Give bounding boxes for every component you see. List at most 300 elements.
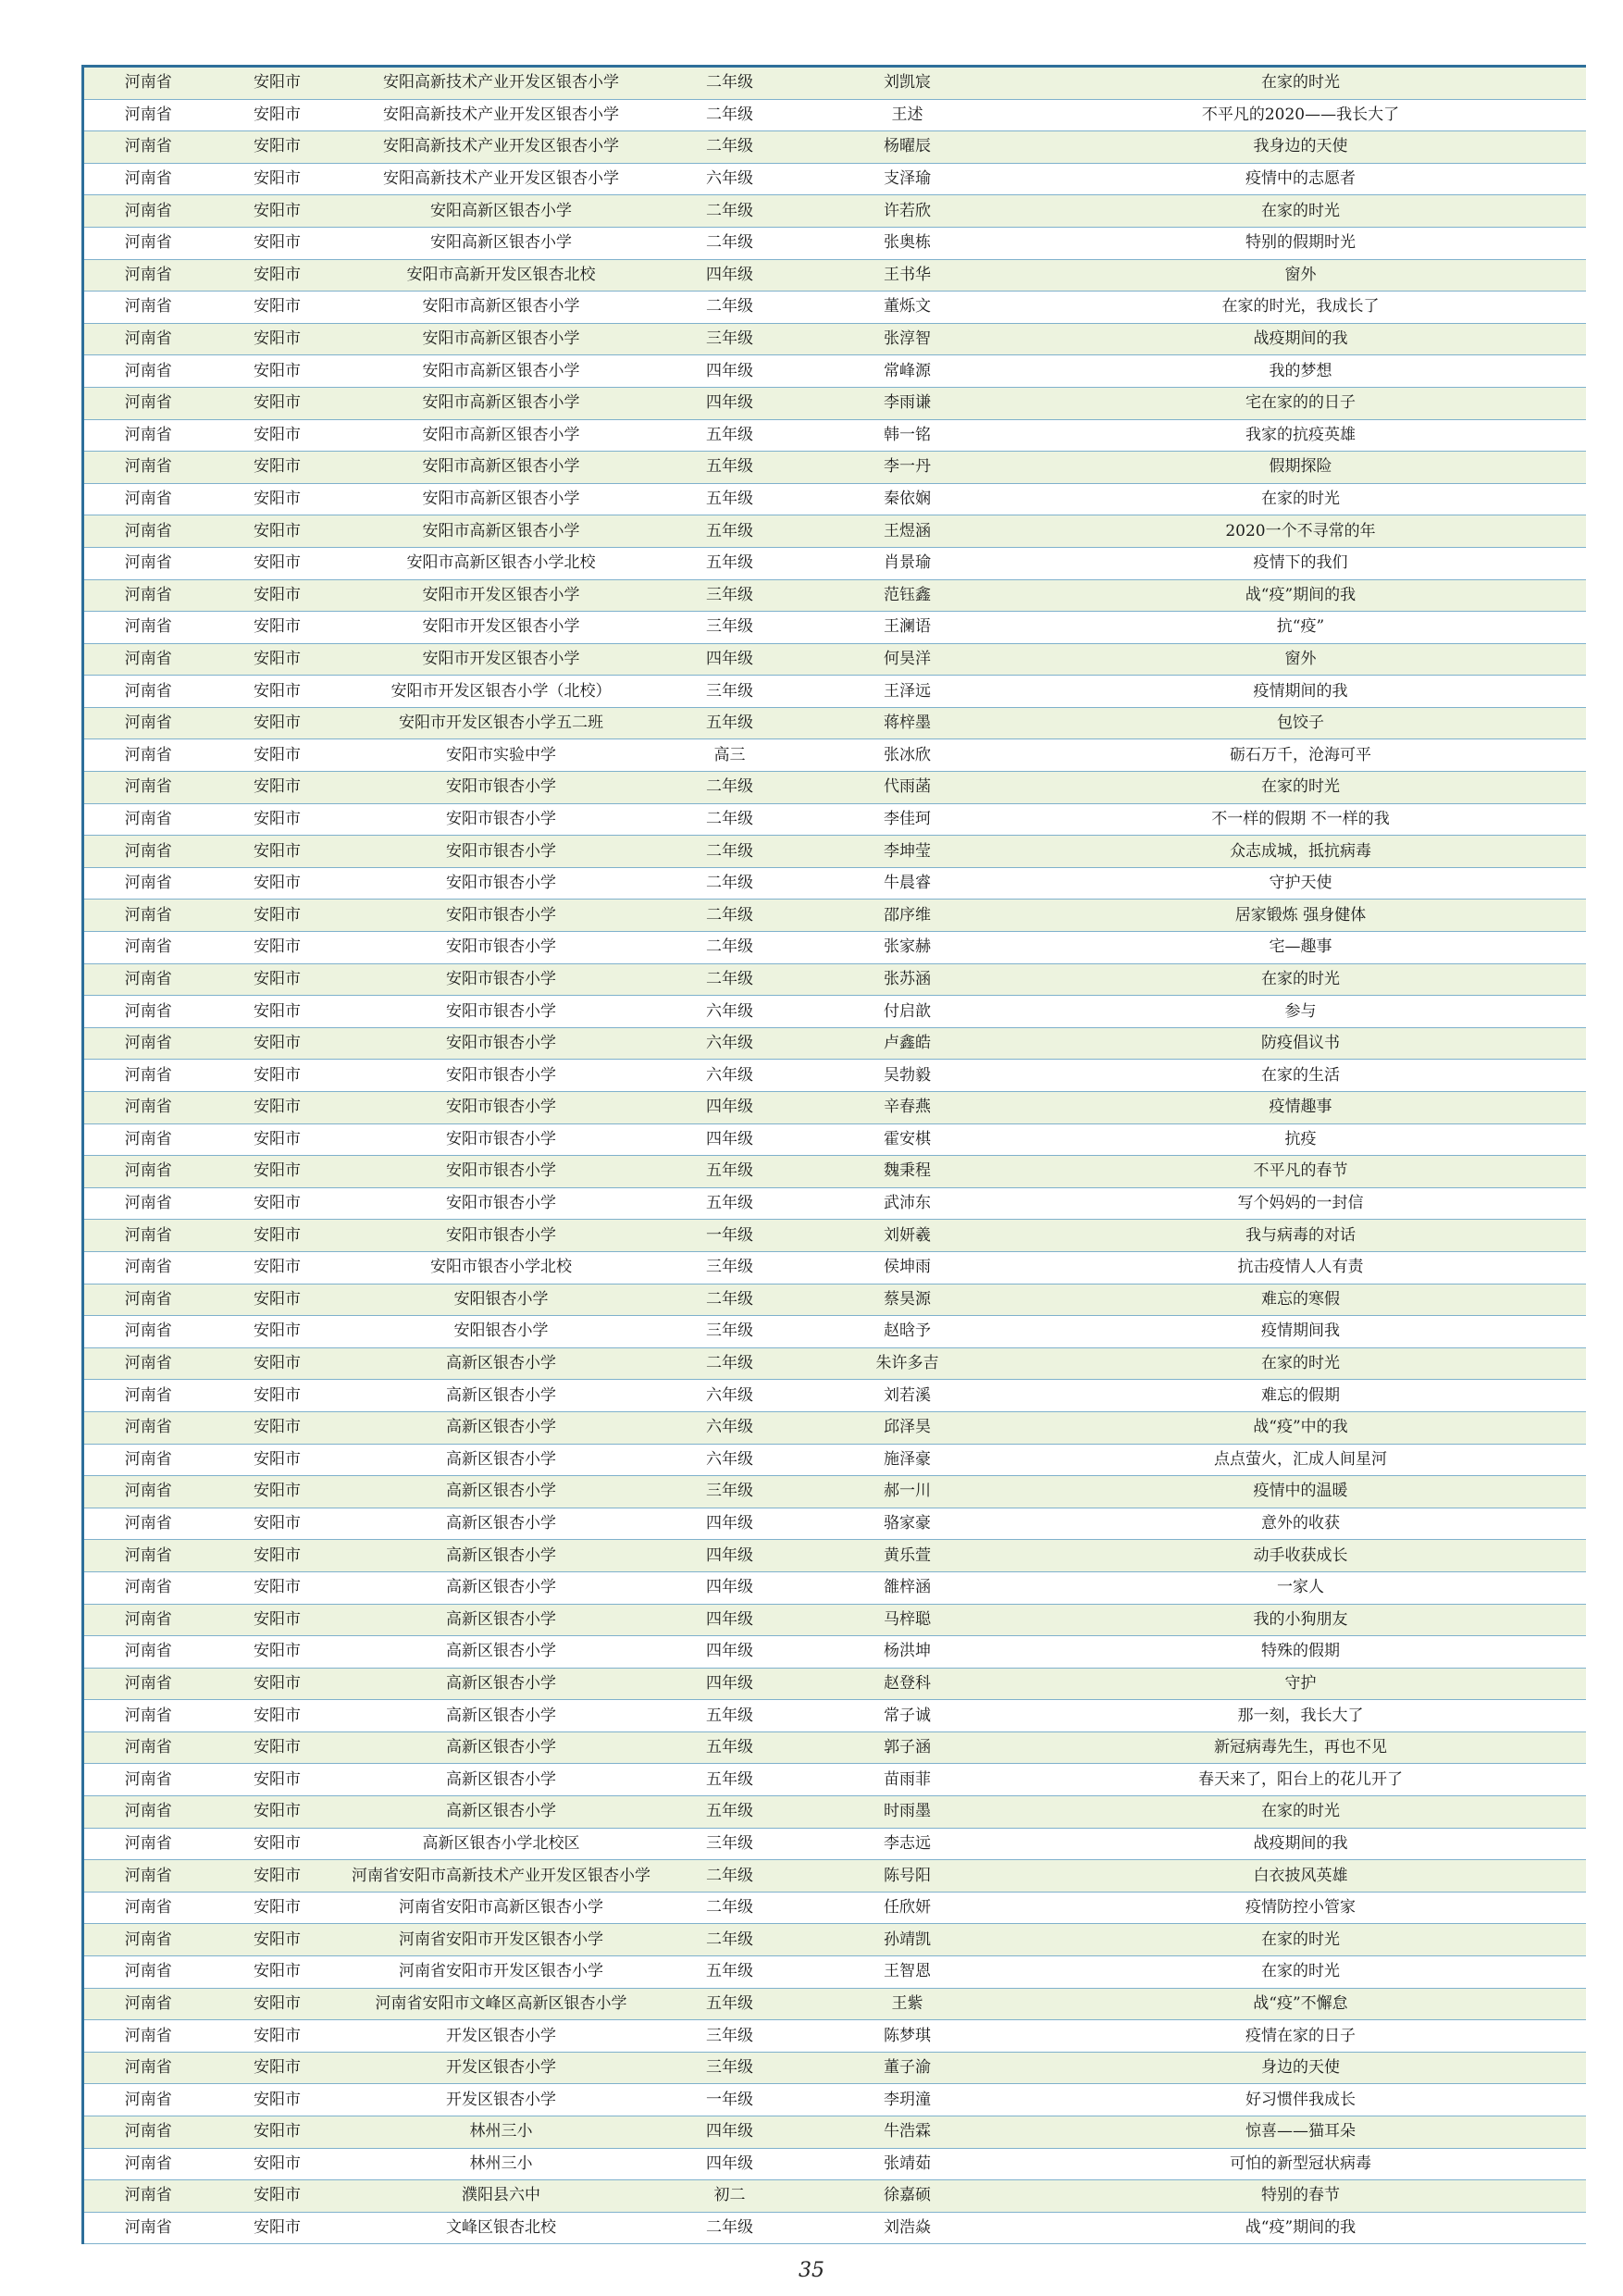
- city-cell: 安阳市: [213, 1731, 342, 1764]
- province-cell: 河南省: [83, 1540, 213, 1572]
- province-cell: 河南省: [83, 707, 213, 739]
- province-cell: 河南省: [83, 932, 213, 964]
- title-cell: 假期探险: [1016, 452, 1586, 484]
- table-row: [83, 1444, 1586, 1476]
- city-cell: 安阳市: [213, 292, 342, 324]
- school-cell: 安阳市高新区银杏小学: [342, 419, 661, 452]
- province-cell: 河南省: [83, 355, 213, 388]
- school-cell: 安阳市开发区银杏小学五二班: [342, 707, 661, 739]
- title-cell: 惊喜——猫耳朵: [1016, 2116, 1586, 2149]
- province-cell: 河南省: [83, 1860, 213, 1893]
- province-cell: 河南省: [83, 1571, 213, 1604]
- name-cell: 刘若溪: [799, 1380, 1016, 1412]
- school-cell: 高新区银杏小学: [342, 1411, 661, 1444]
- name-cell: 黄乐萱: [799, 1540, 1016, 1572]
- province-cell: 河南省: [83, 452, 213, 484]
- city-cell: 安阳市: [213, 2020, 342, 2053]
- province-cell: 河南省: [83, 195, 213, 228]
- table-row: [83, 612, 1586, 644]
- grade-cell: 三年级: [661, 2020, 799, 2053]
- title-cell: 抗“疫”: [1016, 612, 1586, 644]
- name-cell: 张家赫: [799, 932, 1016, 964]
- city-cell: 安阳市: [213, 1316, 342, 1348]
- name-cell: 骆家豪: [799, 1508, 1016, 1540]
- city-cell: 安阳市: [213, 707, 342, 739]
- table-row: [83, 1796, 1586, 1829]
- table-row: [83, 1668, 1586, 1700]
- city-cell: 安阳市: [213, 1924, 342, 1956]
- city-cell: 安阳市: [213, 803, 342, 836]
- name-cell: 邵序维: [799, 900, 1016, 932]
- title-cell: 不平凡的春节: [1016, 1156, 1586, 1188]
- school-cell: 安阳市银杏小学: [342, 836, 661, 868]
- title-cell: 可怕的新型冠状病毒: [1016, 2148, 1586, 2180]
- name-cell: 朱许多吉: [799, 1347, 1016, 1380]
- table-row: [83, 1156, 1586, 1188]
- school-cell: 安阳市银杏小学: [342, 900, 661, 932]
- school-cell: 安阳市银杏小学北校: [342, 1251, 661, 1284]
- name-cell: 任欣妍: [799, 1892, 1016, 1924]
- city-cell: 安阳市: [213, 836, 342, 868]
- school-cell: 安阳市高新区银杏小学: [342, 387, 661, 419]
- title-cell: 在家的生活: [1016, 1060, 1586, 1092]
- city-cell: 安阳市: [213, 1860, 342, 1893]
- school-cell: 安阳市银杏小学: [342, 803, 661, 836]
- city-cell: 安阳市: [213, 2212, 342, 2244]
- name-cell: 武沛东: [799, 1187, 1016, 1220]
- province-cell: 河南省: [83, 483, 213, 515]
- table-row: [83, 2212, 1586, 2244]
- school-cell: 安阳市高新区银杏小学: [342, 323, 661, 355]
- name-cell: 张苏涵: [799, 963, 1016, 996]
- grade-cell: 六年级: [661, 996, 799, 1028]
- province-cell: 河南省: [83, 1828, 213, 1860]
- city-cell: 安阳市: [213, 1828, 342, 1860]
- province-cell: 河南省: [83, 739, 213, 772]
- school-cell: 安阳市银杏小学: [342, 867, 661, 900]
- grade-cell: 四年级: [661, 259, 799, 292]
- name-cell: 徐嘉硕: [799, 2180, 1016, 2213]
- province-cell: 河南省: [83, 867, 213, 900]
- school-cell: 安阳银杏小学: [342, 1316, 661, 1348]
- table-row: [83, 1571, 1586, 1604]
- city-cell: 安阳市: [213, 1411, 342, 1444]
- title-cell: 特别的春节: [1016, 2180, 1586, 2213]
- school-cell: 林州三小: [342, 2116, 661, 2149]
- entries-table: [81, 65, 1586, 2244]
- name-cell: 侯坤雨: [799, 1251, 1016, 1284]
- grade-cell: 三年级: [661, 1316, 799, 1348]
- province-cell: 河南省: [83, 579, 213, 612]
- grade-cell: 五年级: [661, 515, 799, 548]
- province-cell: 河南省: [83, 2084, 213, 2116]
- province-cell: 河南省: [83, 131, 213, 164]
- title-cell: 春天来了，阳台上的花儿开了: [1016, 1764, 1586, 1796]
- name-cell: 许若欣: [799, 195, 1016, 228]
- city-cell: 安阳市: [213, 1892, 342, 1924]
- city-cell: 安阳市: [213, 163, 342, 195]
- grade-cell: 五年级: [661, 1764, 799, 1796]
- table-row: [83, 1316, 1586, 1348]
- province-cell: 河南省: [83, 2116, 213, 2149]
- school-cell: 高新区银杏小学: [342, 1508, 661, 1540]
- table-row: [83, 292, 1586, 324]
- name-cell: 李玥潼: [799, 2084, 1016, 2116]
- grade-cell: 六年级: [661, 1060, 799, 1092]
- name-cell: 蒋梓墨: [799, 707, 1016, 739]
- title-cell: 在家的时光: [1016, 772, 1586, 804]
- name-cell: 李雨谦: [799, 387, 1016, 419]
- grade-cell: 三年级: [661, 676, 799, 708]
- grade-cell: 四年级: [661, 1092, 799, 1124]
- province-cell: 河南省: [83, 612, 213, 644]
- grade-cell: 五年级: [661, 1796, 799, 1829]
- grade-cell: 二年级: [661, 1924, 799, 1956]
- title-cell: 窗外: [1016, 259, 1586, 292]
- name-cell: 李坤莹: [799, 836, 1016, 868]
- school-cell: 安阳市高新区银杏小学: [342, 483, 661, 515]
- table-row: [83, 996, 1586, 1028]
- school-cell: 安阳高新技术产业开发区银杏小学: [342, 163, 661, 195]
- table-row: [83, 163, 1586, 195]
- school-cell: 开发区银杏小学: [342, 2020, 661, 2053]
- table-row: [83, 1604, 1586, 1636]
- grade-cell: 六年级: [661, 1380, 799, 1412]
- city-cell: 安阳市: [213, 1220, 342, 1252]
- table-row: [83, 547, 1586, 579]
- province-cell: 河南省: [83, 1700, 213, 1732]
- grade-cell: 二年级: [661, 131, 799, 164]
- name-cell: 刘妍羲: [799, 1220, 1016, 1252]
- city-cell: 安阳市: [213, 99, 342, 131]
- grade-cell: 四年级: [661, 1604, 799, 1636]
- grade-cell: 五年级: [661, 707, 799, 739]
- province-cell: 河南省: [83, 2180, 213, 2213]
- school-cell: 高新区银杏小学: [342, 1604, 661, 1636]
- title-cell: 不一样的假期 不一样的我: [1016, 803, 1586, 836]
- title-cell: 我家的抗疫英雄: [1016, 419, 1586, 452]
- city-cell: 安阳市: [213, 1796, 342, 1829]
- school-cell: 濮阳县六中: [342, 2180, 661, 2213]
- title-cell: 抗疫: [1016, 1123, 1586, 1156]
- grade-cell: 五年级: [661, 1988, 799, 2020]
- table-row: [83, 932, 1586, 964]
- province-cell: 河南省: [83, 323, 213, 355]
- name-cell: 郝一川: [799, 1476, 1016, 1508]
- school-cell: 高新区银杏小学: [342, 1796, 661, 1829]
- grade-cell: 初二: [661, 2180, 799, 2213]
- title-cell: 在家的时光: [1016, 1924, 1586, 1956]
- table-row: [83, 2020, 1586, 2053]
- name-cell: 李一丹: [799, 452, 1016, 484]
- title-cell: 窗外: [1016, 643, 1586, 676]
- grade-cell: 二年级: [661, 803, 799, 836]
- province-cell: 河南省: [83, 1764, 213, 1796]
- name-cell: 施泽豪: [799, 1444, 1016, 1476]
- name-cell: 孙靖凯: [799, 1924, 1016, 1956]
- city-cell: 安阳市: [213, 900, 342, 932]
- name-cell: 陈梦琪: [799, 2020, 1016, 2053]
- name-cell: 卢鑫皓: [799, 1027, 1016, 1060]
- city-cell: 安阳市: [213, 1700, 342, 1732]
- city-cell: 安阳市: [213, 1092, 342, 1124]
- title-cell: 疫情防控小管家: [1016, 1892, 1586, 1924]
- city-cell: 安阳市: [213, 932, 342, 964]
- table-row: [83, 1540, 1586, 1572]
- province-cell: 河南省: [83, 1380, 213, 1412]
- school-cell: 河南省安阳市高新区银杏小学: [342, 1892, 661, 1924]
- table-row: [83, 1764, 1586, 1796]
- school-cell: 河南省安阳市文峰区高新区银杏小学: [342, 1988, 661, 2020]
- city-cell: 安阳市: [213, 867, 342, 900]
- table-row: [83, 1860, 1586, 1893]
- title-cell: 新冠病毒先生，再也不见: [1016, 1731, 1586, 1764]
- grade-cell: 一年级: [661, 1220, 799, 1252]
- title-cell: 宅在家的的日子: [1016, 387, 1586, 419]
- school-cell: 安阳市开发区银杏小学: [342, 643, 661, 676]
- table-row: [83, 1284, 1586, 1316]
- school-cell: 安阳市银杏小学: [342, 1027, 661, 1060]
- city-cell: 安阳市: [213, 1347, 342, 1380]
- province-cell: 河南省: [83, 1988, 213, 2020]
- grade-cell: 四年级: [661, 2148, 799, 2180]
- city-cell: 安阳市: [213, 452, 342, 484]
- table-row: [83, 1924, 1586, 1956]
- name-cell: 牛晨睿: [799, 867, 1016, 900]
- table-row: [83, 1220, 1586, 1252]
- province-cell: 河南省: [83, 900, 213, 932]
- title-cell: 战疫期间的我: [1016, 1828, 1586, 1860]
- school-cell: 高新区银杏小学: [342, 1571, 661, 1604]
- province-cell: 河南省: [83, 547, 213, 579]
- school-cell: 安阳银杏小学: [342, 1284, 661, 1316]
- grade-cell: 三年级: [661, 1251, 799, 1284]
- title-cell: 2020一个不寻常的年: [1016, 515, 1586, 548]
- city-cell: 安阳市: [213, 1251, 342, 1284]
- grade-cell: 二年级: [661, 2212, 799, 2244]
- title-cell: 那一刻，我长大了: [1016, 1700, 1586, 1732]
- table-row: [83, 1988, 1586, 2020]
- city-cell: 安阳市: [213, 1444, 342, 1476]
- province-cell: 河南省: [83, 292, 213, 324]
- city-cell: 安阳市: [213, 259, 342, 292]
- province-cell: 河南省: [83, 996, 213, 1028]
- title-cell: 在家的时光，我成长了: [1016, 292, 1586, 324]
- name-cell: 霍安棋: [799, 1123, 1016, 1156]
- name-cell: 秦依娴: [799, 483, 1016, 515]
- province-cell: 河南省: [83, 1316, 213, 1348]
- province-cell: 河南省: [83, 387, 213, 419]
- province-cell: 河南省: [83, 2212, 213, 2244]
- city-cell: 安阳市: [213, 2052, 342, 2084]
- province-cell: 河南省: [83, 1604, 213, 1636]
- grade-cell: 五年级: [661, 547, 799, 579]
- school-cell: 河南省安阳市开发区银杏小学: [342, 1956, 661, 1989]
- grade-cell: 六年级: [661, 163, 799, 195]
- province-cell: 河南省: [83, 1411, 213, 1444]
- name-cell: 郭子涵: [799, 1731, 1016, 1764]
- grade-cell: 三年级: [661, 579, 799, 612]
- grade-cell: 三年级: [661, 2052, 799, 2084]
- city-cell: 安阳市: [213, 612, 342, 644]
- table-row: [83, 676, 1586, 708]
- grade-cell: 四年级: [661, 1636, 799, 1669]
- school-cell: 高新区银杏小学: [342, 1444, 661, 1476]
- table-row: [83, 2180, 1586, 2213]
- table-row: [83, 452, 1586, 484]
- name-cell: 张冰欣: [799, 739, 1016, 772]
- city-cell: 安阳市: [213, 1123, 342, 1156]
- city-cell: 安阳市: [213, 1764, 342, 1796]
- title-cell: 在家的时光: [1016, 963, 1586, 996]
- title-cell: 身边的天使: [1016, 2052, 1586, 2084]
- city-cell: 安阳市: [213, 419, 342, 452]
- province-cell: 河南省: [83, 1892, 213, 1924]
- school-cell: 高新区银杏小学: [342, 1476, 661, 1508]
- title-cell: 战“疫”期间的我: [1016, 579, 1586, 612]
- title-cell: 疫情期间的我: [1016, 676, 1586, 708]
- school-cell: 安阳市高新区银杏小学: [342, 292, 661, 324]
- table-row: [83, 1347, 1586, 1380]
- table-row: [83, 1251, 1586, 1284]
- title-cell: 好习惯伴我成长: [1016, 2084, 1586, 2116]
- name-cell: 王澜语: [799, 612, 1016, 644]
- school-cell: 安阳高新区银杏小学: [342, 227, 661, 259]
- province-cell: 河南省: [83, 1476, 213, 1508]
- province-cell: 河南省: [83, 1668, 213, 1700]
- school-cell: 安阳市银杏小学: [342, 1156, 661, 1188]
- grade-cell: 二年级: [661, 963, 799, 996]
- school-cell: 安阳市银杏小学: [342, 1060, 661, 1092]
- grade-cell: 二年级: [661, 67, 799, 100]
- grade-cell: 二年级: [661, 292, 799, 324]
- grade-cell: 二年级: [661, 195, 799, 228]
- table-row: [83, 2084, 1586, 2116]
- city-cell: 安阳市: [213, 579, 342, 612]
- table-row: [83, 739, 1586, 772]
- school-cell: 高新区银杏小学: [342, 1636, 661, 1669]
- title-cell: 疫情下的我们: [1016, 547, 1586, 579]
- province-cell: 河南省: [83, 1284, 213, 1316]
- title-cell: 疫情在家的日子: [1016, 2020, 1586, 2053]
- province-cell: 河南省: [83, 163, 213, 195]
- name-cell: 吴勃毅: [799, 1060, 1016, 1092]
- grade-cell: 高三: [661, 739, 799, 772]
- city-cell: 安阳市: [213, 515, 342, 548]
- province-cell: 河南省: [83, 1796, 213, 1829]
- city-cell: 安阳市: [213, 1604, 342, 1636]
- grade-cell: 二年级: [661, 900, 799, 932]
- school-cell: 安阳市银杏小学: [342, 996, 661, 1028]
- title-cell: 在家的时光: [1016, 483, 1586, 515]
- school-cell: 高新区银杏小学: [342, 1731, 661, 1764]
- table-row: [83, 836, 1586, 868]
- school-cell: 高新区银杏小学: [342, 1347, 661, 1380]
- table-row: [83, 1187, 1586, 1220]
- name-cell: 杨曜辰: [799, 131, 1016, 164]
- grade-cell: 二年级: [661, 772, 799, 804]
- province-cell: 河南省: [83, 1956, 213, 1989]
- name-cell: 王紫: [799, 1988, 1016, 2020]
- city-cell: 安阳市: [213, 1284, 342, 1316]
- grade-cell: 五年级: [661, 1731, 799, 1764]
- school-cell: 开发区银杏小学: [342, 2084, 661, 2116]
- title-cell: 在家的时光: [1016, 1956, 1586, 1989]
- name-cell: 何昊洋: [799, 643, 1016, 676]
- province-cell: 河南省: [83, 67, 213, 100]
- table-row: [83, 1508, 1586, 1540]
- province-cell: 河南省: [83, 1156, 213, 1188]
- province-cell: 河南省: [83, 2148, 213, 2180]
- title-cell: 居家锻炼 强身健体: [1016, 900, 1586, 932]
- city-cell: 安阳市: [213, 772, 342, 804]
- grade-cell: 五年级: [661, 1700, 799, 1732]
- school-cell: 安阳市高新区银杏小学: [342, 355, 661, 388]
- grade-cell: 二年级: [661, 1892, 799, 1924]
- grade-cell: 四年级: [661, 1123, 799, 1156]
- city-cell: 安阳市: [213, 387, 342, 419]
- name-cell: 常峰源: [799, 355, 1016, 388]
- grade-cell: 三年级: [661, 1828, 799, 1860]
- school-cell: 安阳市银杏小学: [342, 963, 661, 996]
- name-cell: 支泽瑜: [799, 163, 1016, 195]
- school-cell: 高新区银杏小学北校区: [342, 1828, 661, 1860]
- school-cell: 安阳高新技术产业开发区银杏小学: [342, 131, 661, 164]
- title-cell: 守护: [1016, 1668, 1586, 1700]
- name-cell: 时雨墨: [799, 1796, 1016, 1829]
- province-cell: 河南省: [83, 515, 213, 548]
- title-cell: 疫情趣事: [1016, 1092, 1586, 1124]
- title-cell: 意外的收获: [1016, 1508, 1586, 1540]
- title-cell: 疫情中的温暖: [1016, 1476, 1586, 1508]
- school-cell: 河南省安阳市高新技术产业开发区银杏小学: [342, 1860, 661, 1893]
- province-cell: 河南省: [83, 2052, 213, 2084]
- province-cell: 河南省: [83, 1731, 213, 1764]
- school-cell: 文峰区银杏北校: [342, 2212, 661, 2244]
- city-cell: 安阳市: [213, 2116, 342, 2149]
- table-row: [83, 227, 1586, 259]
- grade-cell: 四年级: [661, 643, 799, 676]
- table-row: [83, 259, 1586, 292]
- city-cell: 安阳市: [213, 1571, 342, 1604]
- city-cell: 安阳市: [213, 676, 342, 708]
- grade-cell: 三年级: [661, 612, 799, 644]
- table-row: [83, 1027, 1586, 1060]
- name-cell: 魏秉程: [799, 1156, 1016, 1188]
- city-cell: 安阳市: [213, 1380, 342, 1412]
- table-row: [83, 1411, 1586, 1444]
- table-row: [83, 1892, 1586, 1924]
- table-row: [83, 1700, 1586, 1732]
- province-cell: 河南省: [83, 1636, 213, 1669]
- title-cell: 我身边的天使: [1016, 131, 1586, 164]
- grade-cell: 五年级: [661, 419, 799, 452]
- city-cell: 安阳市: [213, 483, 342, 515]
- grade-cell: 二年级: [661, 932, 799, 964]
- province-cell: 河南省: [83, 1123, 213, 1156]
- school-cell: 安阳市实验中学: [342, 739, 661, 772]
- province-cell: 河南省: [83, 1924, 213, 1956]
- school-cell: 安阳市银杏小学: [342, 1123, 661, 1156]
- city-cell: 安阳市: [213, 355, 342, 388]
- table-row: [83, 900, 1586, 932]
- table-row: [83, 2052, 1586, 2084]
- name-cell: 马梓聪: [799, 1604, 1016, 1636]
- page-number: 35: [799, 2259, 824, 2282]
- school-cell: 开发区银杏小学: [342, 2052, 661, 2084]
- school-cell: 高新区银杏小学: [342, 1380, 661, 1412]
- grade-cell: 五年级: [661, 1156, 799, 1188]
